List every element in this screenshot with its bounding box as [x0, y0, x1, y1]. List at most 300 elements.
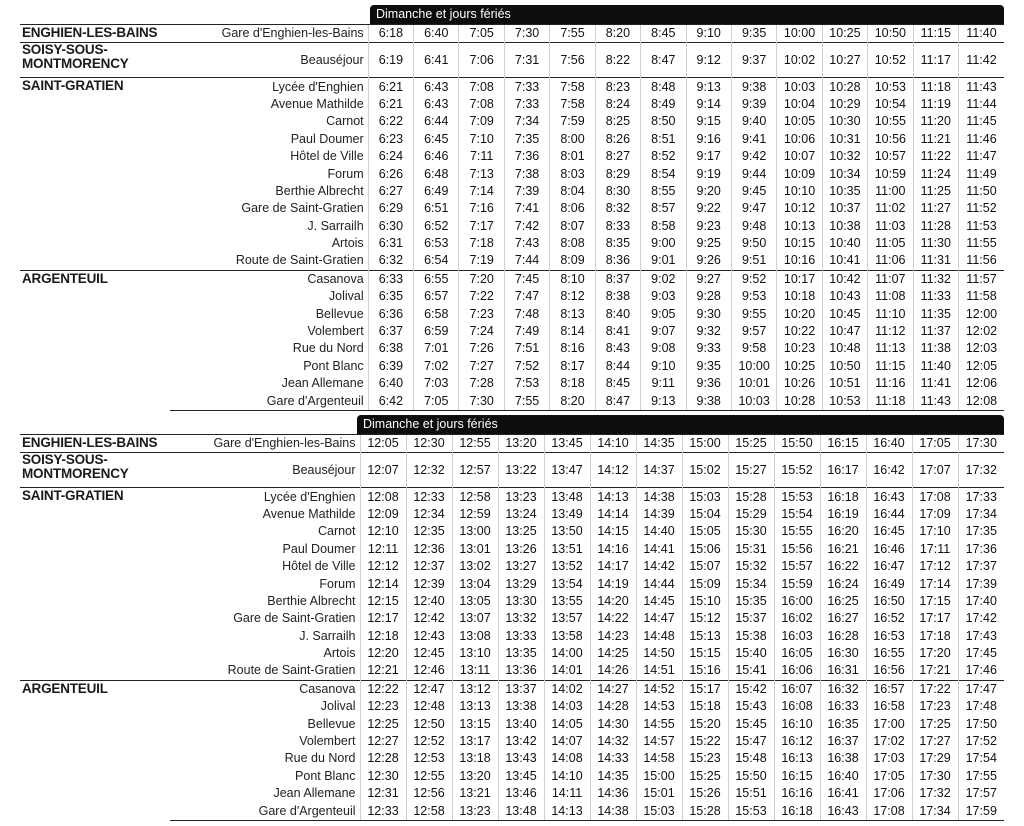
- departure-time: 13:54: [544, 575, 590, 592]
- departure-time: 16:43: [820, 802, 866, 820]
- departure-time: 12:57: [452, 453, 498, 488]
- departure-time: 14:10: [590, 435, 636, 453]
- departure-time: 12:20: [360, 645, 406, 662]
- departure-time: 6:45: [414, 131, 459, 148]
- departure-time: 15:42: [728, 680, 774, 698]
- departure-time: 16:02: [774, 610, 820, 627]
- departure-time: 14:14: [590, 506, 636, 523]
- departure-time: 14:38: [590, 802, 636, 820]
- departure-time: 17:14: [912, 575, 958, 592]
- departure-time: 12:30: [406, 435, 452, 453]
- departure-time: 7:06: [459, 43, 504, 78]
- departure-time: 17:57: [958, 785, 1004, 802]
- departure-time: 15:54: [774, 506, 820, 523]
- departure-time: 8:09: [550, 252, 595, 270]
- departure-time: 13:18: [452, 750, 498, 767]
- departure-time: 6:27: [368, 183, 413, 200]
- departure-time: 17:35: [958, 523, 1004, 540]
- departure-time: 10:32: [822, 148, 867, 165]
- departure-time: 16:06: [774, 662, 820, 680]
- departure-time: 11:24: [913, 165, 958, 182]
- departure-time: 9:35: [686, 358, 731, 375]
- departure-time: 6:23: [368, 131, 413, 148]
- departure-time: 14:47: [636, 610, 682, 627]
- departure-time: 6:41: [414, 43, 459, 78]
- departure-time: 12:02: [958, 323, 1004, 340]
- departure-time: 8:45: [641, 25, 686, 43]
- departure-time: 13:48: [498, 802, 544, 820]
- departure-time: 9:23: [686, 218, 731, 235]
- table-row: [20, 270, 1004, 288]
- departure-time: 17:02: [866, 733, 912, 750]
- stop-name: Hôtel de Ville: [282, 559, 356, 574]
- departure-time: 13:01: [452, 541, 498, 558]
- departure-time: 10:27: [822, 43, 867, 78]
- departure-time: 16:47: [866, 558, 912, 575]
- day-type-header: Dimanche et jours fériés: [370, 5, 1004, 24]
- departure-time: 9:05: [641, 305, 686, 322]
- departure-time: 9:57: [731, 323, 776, 340]
- departure-time: 8:24: [595, 96, 640, 113]
- departure-time: 6:58: [414, 305, 459, 322]
- departure-time: 13:40: [498, 715, 544, 732]
- departure-time: 11:56: [958, 252, 1004, 270]
- departure-time: 10:51: [822, 375, 867, 392]
- departure-time: 16:21: [820, 541, 866, 558]
- stop-name: Rue du Nord: [292, 341, 364, 356]
- departure-time: 13:47: [544, 453, 590, 488]
- departure-time: 13:24: [498, 506, 544, 523]
- departure-time: 17:50: [958, 715, 1004, 732]
- departure-time: 14:10: [544, 768, 590, 785]
- departure-time: 9:38: [731, 78, 776, 96]
- departure-time: 13:55: [544, 593, 590, 610]
- departure-time: 17:23: [912, 698, 958, 715]
- timetable: [20, 24, 1004, 411]
- stop-name: Beauséjour: [170, 453, 360, 488]
- stop-name: Artois: [331, 236, 364, 251]
- departure-time: 16:31: [820, 662, 866, 680]
- departure-time: 6:26: [368, 165, 413, 182]
- departure-time: 8:14: [550, 323, 595, 340]
- departure-time: 14:28: [590, 698, 636, 715]
- departure-time: 12:12: [360, 558, 406, 575]
- departure-time: 9:10: [641, 358, 686, 375]
- departure-time: 11:42: [958, 43, 1004, 78]
- departure-time: 13:36: [498, 662, 544, 680]
- departure-time: 11:15: [913, 25, 958, 43]
- departure-time: 11:16: [868, 375, 913, 392]
- departure-time: 11:53: [958, 218, 1004, 235]
- departure-time: 14:16: [590, 541, 636, 558]
- departure-time: 11:31: [913, 252, 958, 270]
- departure-time: 14:25: [590, 645, 636, 662]
- departure-time: 15:26: [682, 785, 728, 802]
- departure-time: 11:02: [868, 200, 913, 217]
- departure-time: 12:08: [360, 488, 406, 506]
- departure-time: 16:27: [820, 610, 866, 627]
- departure-time: 13:08: [452, 628, 498, 645]
- departure-time: 7:26: [459, 340, 504, 357]
- departure-time: 8:40: [595, 305, 640, 322]
- departure-time: 14:38: [636, 488, 682, 506]
- departure-time: 16:32: [820, 680, 866, 698]
- departure-time: 11:21: [913, 131, 958, 148]
- departure-time: 12:40: [406, 593, 452, 610]
- departure-time: 17:34: [958, 506, 1004, 523]
- departure-time: 9:13: [641, 392, 686, 410]
- departure-time: 8:04: [550, 183, 595, 200]
- departure-time: 12:11: [360, 541, 406, 558]
- departure-time: 10:50: [822, 358, 867, 375]
- departure-time: 11:37: [913, 323, 958, 340]
- departure-time: 11:46: [958, 131, 1004, 148]
- city-name: SOISY-SOUS-MONTMORENCY: [20, 43, 170, 78]
- departure-time: 13:52: [544, 558, 590, 575]
- departure-time: 14:50: [636, 645, 682, 662]
- departure-time: 10:59: [868, 165, 913, 182]
- departure-time: 10:28: [777, 392, 822, 410]
- departure-time: 12:23: [360, 698, 406, 715]
- timetable-body: [20, 435, 1004, 821]
- departure-time: 12:05: [958, 358, 1004, 375]
- departure-time: 16:45: [866, 523, 912, 540]
- departure-time: 8:20: [550, 392, 595, 410]
- table-row: [20, 25, 1004, 43]
- departure-time: 15:29: [728, 506, 774, 523]
- stop-name: Forum: [319, 576, 356, 591]
- departure-time: 17:08: [866, 802, 912, 820]
- departure-time: 14:37: [636, 453, 682, 488]
- departure-time: 17:32: [958, 453, 1004, 488]
- departure-time: 16:24: [820, 575, 866, 592]
- departure-time: 13:15: [452, 715, 498, 732]
- departure-time: 15:32: [728, 558, 774, 575]
- departure-time: 12:17: [360, 610, 406, 627]
- departure-time: 6:36: [368, 305, 413, 322]
- departure-time: 13:13: [452, 698, 498, 715]
- departure-time: 8:01: [550, 148, 595, 165]
- departure-time: 12:25: [360, 715, 406, 732]
- departure-time: 15:57: [774, 558, 820, 575]
- departure-time: 12:33: [406, 488, 452, 506]
- departure-time: 16:15: [820, 435, 866, 453]
- departure-time: 14:19: [590, 575, 636, 592]
- departure-time: 11:05: [868, 235, 913, 252]
- departure-time: 11:20: [913, 113, 958, 130]
- departure-time: 8:47: [595, 392, 640, 410]
- departure-time: 10:07: [777, 148, 822, 165]
- departure-time: 17:07: [912, 453, 958, 488]
- stop-name: Jolival: [320, 699, 356, 714]
- departure-time: 7:30: [504, 25, 549, 43]
- departure-time: 8:33: [595, 218, 640, 235]
- stop-name: J. Sarrailh: [299, 628, 356, 643]
- departure-time: 9:01: [641, 252, 686, 270]
- departure-time: 12:36: [406, 541, 452, 558]
- departure-time: 13:20: [498, 435, 544, 453]
- departure-time: 10:16: [777, 252, 822, 270]
- departure-time: 9:22: [686, 200, 731, 217]
- departure-time: 15:13: [682, 628, 728, 645]
- departure-time: 6:39: [368, 358, 413, 375]
- departure-time: 14:11: [544, 785, 590, 802]
- departure-time: 7:08: [459, 96, 504, 113]
- departure-time: 10:31: [822, 131, 867, 148]
- departure-time: 10:45: [822, 305, 867, 322]
- departure-time: 13:45: [544, 435, 590, 453]
- departure-time: 8:36: [595, 252, 640, 270]
- departure-time: 7:20: [459, 270, 504, 288]
- departure-time: 15:37: [728, 610, 774, 627]
- departure-time: 17:10: [912, 523, 958, 540]
- departure-time: 11:47: [958, 148, 1004, 165]
- stop-name: Forum: [327, 166, 364, 181]
- departure-time: 16:00: [774, 593, 820, 610]
- departure-time: 7:53: [504, 375, 549, 392]
- departure-time: 17:09: [912, 506, 958, 523]
- departure-time: 16:08: [774, 698, 820, 715]
- departure-time: 7:38: [504, 165, 549, 182]
- departure-time: 7:47: [504, 288, 549, 305]
- departure-time: 15:20: [682, 715, 728, 732]
- departure-time: 11:45: [958, 113, 1004, 130]
- departure-time: 7:10: [459, 131, 504, 148]
- departure-time: 6:32: [368, 252, 413, 270]
- stop-name: Rue du Nord: [284, 751, 356, 766]
- departure-time: 10:26: [777, 375, 822, 392]
- departure-time: 8:08: [550, 235, 595, 252]
- departure-time: 7:17: [459, 218, 504, 235]
- departure-time: 17:05: [912, 435, 958, 453]
- departure-time: 7:45: [504, 270, 549, 288]
- departure-time: 15:52: [774, 453, 820, 488]
- departure-time: 12:43: [406, 628, 452, 645]
- stop-name: Jean Allemane: [273, 786, 356, 801]
- city-name: ENGHIEN-LES-BAINS: [20, 435, 170, 453]
- departure-time: 17:36: [958, 541, 1004, 558]
- departure-time: 10:06: [777, 131, 822, 148]
- departure-time: 13:23: [452, 802, 498, 820]
- departure-time: 14:00: [544, 645, 590, 662]
- departure-time: 16:16: [774, 785, 820, 802]
- departure-time: 13:10: [452, 645, 498, 662]
- departure-time: 14:41: [636, 541, 682, 558]
- departure-time: 8:10: [550, 270, 595, 288]
- departure-time: 12:21: [360, 662, 406, 680]
- departure-time: 17:17: [912, 610, 958, 627]
- departure-time: 17:18: [912, 628, 958, 645]
- departure-time: 17:12: [912, 558, 958, 575]
- departure-time: 10:13: [777, 218, 822, 235]
- departure-time: 8:22: [595, 43, 640, 78]
- departure-time: 13:33: [498, 628, 544, 645]
- departure-time: 13:20: [452, 768, 498, 785]
- departure-time: 7:56: [550, 43, 595, 78]
- departure-time: 8:48: [641, 78, 686, 96]
- departure-time: 10:47: [822, 323, 867, 340]
- departure-time: 15:22: [682, 733, 728, 750]
- departure-time: 12:58: [406, 802, 452, 820]
- departure-time: 7:35: [504, 131, 549, 148]
- table-row: [20, 435, 1004, 453]
- departure-time: 14:40: [636, 523, 682, 540]
- departure-time: 17:30: [958, 435, 1004, 453]
- departure-time: 17:20: [912, 645, 958, 662]
- departure-time: 8:55: [641, 183, 686, 200]
- departure-time: 8:51: [641, 131, 686, 148]
- departure-time: 17:25: [912, 715, 958, 732]
- departure-time: 10:15: [777, 235, 822, 252]
- departure-time: 7:33: [504, 78, 549, 96]
- departure-time: 16:55: [866, 645, 912, 662]
- departure-time: 11:06: [868, 252, 913, 270]
- departure-time: 12:45: [406, 645, 452, 662]
- departure-time: 9:26: [686, 252, 731, 270]
- departure-time: 16:33: [820, 698, 866, 715]
- departure-time: 12:07: [360, 453, 406, 488]
- stop-name: Berthie Albrecht: [267, 593, 356, 608]
- stop-name: Avenue Mathilde: [270, 96, 364, 111]
- departure-time: 7:34: [504, 113, 549, 130]
- stop-name: Gare d'Enghien-les-Bains: [170, 25, 368, 43]
- departure-time: 7:30: [459, 392, 504, 410]
- departure-time: 15:43: [728, 698, 774, 715]
- departure-time: 10:53: [822, 392, 867, 410]
- departure-time: 7:33: [504, 96, 549, 113]
- departure-time: 9:00: [641, 235, 686, 252]
- departure-time: 14:45: [636, 593, 682, 610]
- departure-time: 8:52: [641, 148, 686, 165]
- departure-time: 6:38: [368, 340, 413, 357]
- departure-time: 11:33: [913, 288, 958, 305]
- stop-name: Jolival: [328, 289, 364, 304]
- departure-time: 7:48: [504, 305, 549, 322]
- departure-time: 11:00: [868, 183, 913, 200]
- departure-time: 12:46: [406, 662, 452, 680]
- departure-time: 13:37: [498, 680, 544, 698]
- departure-time: 17:27: [912, 733, 958, 750]
- departure-time: 13:42: [498, 733, 544, 750]
- stop-name: Bellevue: [307, 716, 356, 731]
- departure-time: 10:38: [822, 218, 867, 235]
- departure-time: 15:53: [728, 802, 774, 820]
- departure-time: 13:35: [498, 645, 544, 662]
- departure-time: 13:58: [544, 628, 590, 645]
- departure-time: 14:02: [544, 680, 590, 698]
- departure-time: 6:35: [368, 288, 413, 305]
- departure-time: 8:20: [595, 25, 640, 43]
- departure-time: 12:08: [958, 392, 1004, 410]
- departure-time: 6:19: [368, 43, 413, 78]
- departure-time: 11:50: [958, 183, 1004, 200]
- departure-time: 16:07: [774, 680, 820, 698]
- departure-time: 8:45: [595, 375, 640, 392]
- stop-name: J. Sarrailh: [307, 218, 364, 233]
- departure-time: 8:58: [641, 218, 686, 235]
- departure-time: 16:37: [820, 733, 866, 750]
- departure-time: 14:32: [590, 733, 636, 750]
- departure-time: 10:09: [777, 165, 822, 182]
- departure-time: 11:15: [868, 358, 913, 375]
- departure-time: 12:28: [360, 750, 406, 767]
- departure-time: 9:48: [731, 218, 776, 235]
- departure-time: 8:35: [595, 235, 640, 252]
- departure-time: 9:03: [641, 288, 686, 305]
- departure-time: 17:32: [912, 785, 958, 802]
- departure-time: 8:25: [595, 113, 640, 130]
- departure-time: 8:44: [595, 358, 640, 375]
- departure-time: 8:06: [550, 200, 595, 217]
- departure-time: 13:11: [452, 662, 498, 680]
- departure-time: 16:03: [774, 628, 820, 645]
- departure-time: 8:37: [595, 270, 640, 288]
- departure-time: 10:55: [868, 113, 913, 130]
- departure-time: 15:47: [728, 733, 774, 750]
- departure-time: 9:41: [731, 131, 776, 148]
- departure-time: 10:53: [868, 78, 913, 96]
- departure-time: 8:41: [595, 323, 640, 340]
- departure-time: 6:29: [368, 200, 413, 217]
- stop-name: Pont Blanc: [295, 768, 356, 783]
- departure-time: 12:56: [406, 785, 452, 802]
- departure-time: 12:15: [360, 593, 406, 610]
- departure-time: 14:13: [590, 488, 636, 506]
- departure-time: 10:42: [822, 270, 867, 288]
- departure-time: 17:47: [958, 680, 1004, 698]
- departure-time: 15:30: [728, 523, 774, 540]
- departure-time: 17:06: [866, 785, 912, 802]
- departure-time: 13:30: [498, 593, 544, 610]
- departure-time: 10:30: [822, 113, 867, 130]
- departure-time: 14:55: [636, 715, 682, 732]
- departure-time: 15:53: [774, 488, 820, 506]
- departure-time: 6:24: [368, 148, 413, 165]
- departure-time: 13:12: [452, 680, 498, 698]
- departure-time: 15:17: [682, 680, 728, 698]
- departure-time: 12:39: [406, 575, 452, 592]
- departure-time: 11:55: [958, 235, 1004, 252]
- departure-time: 15:15: [682, 645, 728, 662]
- departure-time: 6:31: [368, 235, 413, 252]
- departure-time: 8:12: [550, 288, 595, 305]
- departure-time: 12:09: [360, 506, 406, 523]
- departure-time: 12:48: [406, 698, 452, 715]
- departure-time: 11:17: [913, 43, 958, 78]
- departure-time: 10:00: [731, 358, 776, 375]
- departure-time: 8:07: [550, 218, 595, 235]
- departure-time: 6:43: [414, 96, 459, 113]
- departure-time: 6:33: [368, 270, 413, 288]
- departure-time: 7:05: [414, 392, 459, 410]
- stop-name: Lycée d'Enghien: [170, 78, 368, 96]
- departure-time: 6:44: [414, 113, 459, 130]
- departure-time: 10:01: [731, 375, 776, 392]
- departure-time: 11:25: [913, 183, 958, 200]
- departure-time: 15:56: [774, 541, 820, 558]
- departure-time: 12:03: [958, 340, 1004, 357]
- departure-time: 8:32: [595, 200, 640, 217]
- departure-time: 12:31: [360, 785, 406, 802]
- departure-time: 16:46: [866, 541, 912, 558]
- departure-time: 11:07: [868, 270, 913, 288]
- departure-time: 9:42: [731, 148, 776, 165]
- departure-time: 15:41: [728, 662, 774, 680]
- departure-time: 7:55: [504, 392, 549, 410]
- departure-time: 7:09: [459, 113, 504, 130]
- departure-time: 17:52: [958, 733, 1004, 750]
- departure-time: 9:52: [731, 270, 776, 288]
